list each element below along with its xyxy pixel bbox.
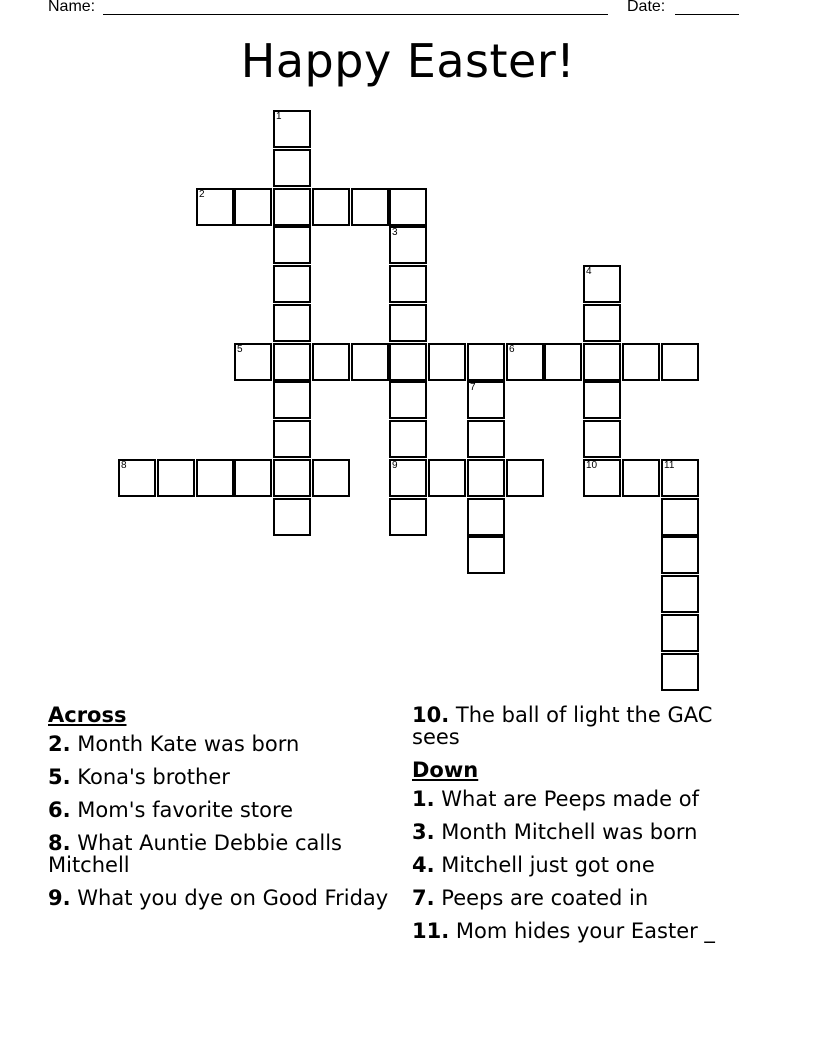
grid-cell[interactable] [661,498,699,536]
grid-cell[interactable] [389,343,427,381]
grid-cell[interactable] [389,498,427,536]
grid-cell[interactable] [661,653,699,691]
grid-cell[interactable] [234,459,272,497]
clues-left-column [48,704,393,920]
grid-cell[interactable] [622,459,660,497]
clue-across-6: 6. Mom's favorite store [48,798,294,822]
grid-cell[interactable] [196,188,234,226]
grid-cell[interactable] [583,381,621,419]
grid-cell[interactable] [273,420,311,458]
grid-cell[interactable] [467,536,505,574]
grid-cell[interactable] [661,536,699,574]
grid-cell[interactable] [273,498,311,536]
grid-cell[interactable] [273,149,311,187]
down-heading: Down [412,758,479,782]
grid-cell[interactable] [389,265,427,303]
grid-cell[interactable] [118,459,156,497]
grid-cell[interactable] [661,575,699,613]
grid-cell[interactable] [428,343,466,381]
clue-across-10: 10. The ball of light the GAC sees [412,703,713,749]
grid-cell[interactable] [389,188,427,226]
grid-cell[interactable] [389,420,427,458]
across-heading: Across [48,703,127,727]
grid-cell[interactable] [389,381,427,419]
grid-cell[interactable] [583,459,621,497]
clue-number: 11 [664,460,675,471]
grid-cell[interactable] [544,343,582,381]
grid-cell[interactable] [389,304,427,342]
grid-cell[interactable] [428,459,466,497]
clue-across-8: 8. What Auntie Debbie calls Mitchell [48,831,342,877]
grid-cell[interactable] [661,459,699,497]
clue-number: 9 [392,460,398,471]
grid-cell[interactable] [273,265,311,303]
clue-down-3: 3. Month Mitchell was born [412,820,698,844]
grid-cell[interactable] [273,188,311,226]
grid-cell[interactable] [583,420,621,458]
grid-cell[interactable] [196,459,234,497]
grid-cell[interactable] [312,188,350,226]
grid-cell[interactable] [273,226,311,264]
clue-number: 7 [470,382,476,393]
clue-number: 4 [586,266,592,277]
clue-number: 1 [276,111,282,122]
grid-cell[interactable] [467,420,505,458]
grid-cell[interactable] [583,265,621,303]
grid-cell[interactable] [273,459,311,497]
grid-cell[interactable] [234,343,272,381]
date-label: Date: [627,0,666,15]
clue-number: 6 [509,344,515,355]
clue-across-2: 2. Month Kate was born [48,732,300,756]
clue-number: 3 [392,227,398,238]
grid-cell[interactable] [583,343,621,381]
grid-cell[interactable] [467,459,505,497]
grid-cell[interactable] [506,459,544,497]
clue-down-7: 7. Peeps are coated in [412,886,649,910]
grid-cell[interactable] [312,459,350,497]
name-label: Name: [48,0,96,15]
page-title: Happy Easter! [240,34,576,88]
grid-cell[interactable] [312,343,350,381]
grid-cell[interactable] [583,304,621,342]
clue-down-1: 1. What are Peeps made of [412,787,699,811]
grid-cell[interactable] [467,381,505,419]
grid-cell[interactable] [622,343,660,381]
clue-number: 8 [121,460,127,471]
grid-cell[interactable] [351,188,389,226]
grid-cell[interactable] [661,343,699,381]
grid-cell[interactable] [234,188,272,226]
clue-number: 2 [199,189,205,200]
grid-cell[interactable] [273,304,311,342]
grid-cell[interactable] [467,343,505,381]
grid-cell[interactable] [273,343,311,381]
clue-number: 5 [237,344,243,355]
grid-cell[interactable] [506,343,544,381]
grid-cell[interactable] [273,110,311,148]
clues-right-column [412,704,762,953]
clue-down-11: 11. Mom hides your Easter _ [412,919,715,943]
grid-cell[interactable] [273,381,311,419]
grid-cell[interactable] [661,614,699,652]
clue-down-4: 4. Mitchell just got one [412,853,655,877]
clue-across-5: 5. Kona's brother [48,765,230,789]
clue-number: 10 [586,460,598,471]
grid-cell[interactable] [467,498,505,536]
grid-cell[interactable] [389,459,427,497]
grid-cell[interactable] [389,226,427,264]
clue-across-9: 9. What you dye on Good Friday [48,886,389,910]
grid-cell[interactable] [157,459,195,497]
grid-cell[interactable] [351,343,389,381]
